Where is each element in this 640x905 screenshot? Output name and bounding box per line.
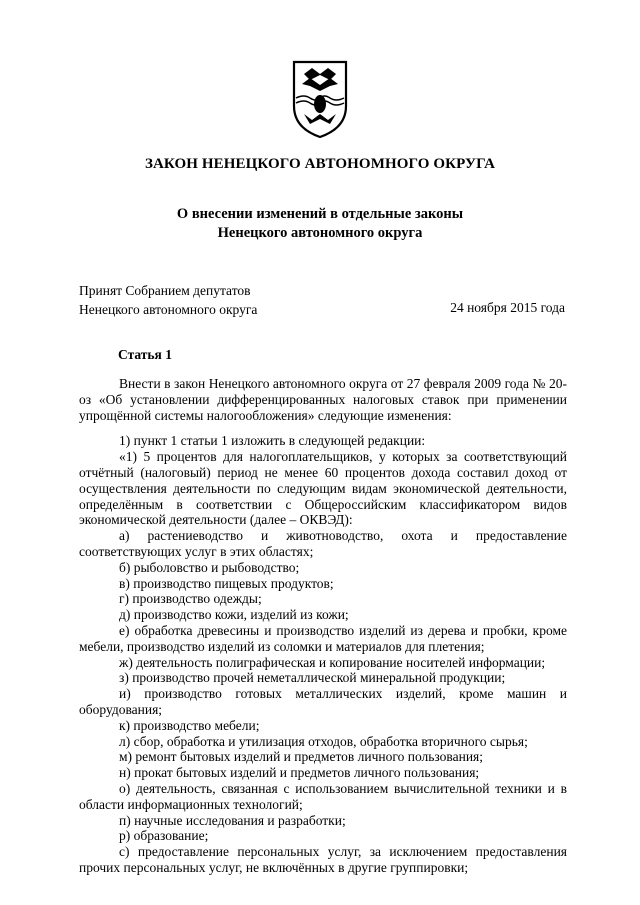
article-intro: Внести в закон Ненецкого автономного округа от 27 февраля 2009 года № 20-оз «Об установлении дифференцированных налоговых ставок при применении упрощённой системы налогообложения» следующие изменения: [79, 376, 567, 423]
article-heading: Статья 1 [118, 347, 172, 362]
law-subtitle [0, 205, 640, 243]
list-item: м) ремонт бытовых изделий и предметов личного пользования; [119, 749, 484, 765]
subtitle-line: Ненецкого автономного округа [217, 225, 423, 241]
list-item: в) производство пищевых продуктов; [119, 575, 334, 591]
point-1: 1) пункт 1 статьи 1 изложить в следующей редакции: [119, 433, 426, 449]
list-item: а) растениеводство и животноводство, охота и предоставление соответствующих услуг в этих областях; [79, 528, 567, 559]
list-item: з) производство прочей неметаллической минеральной продукции; [119, 670, 506, 686]
adoption-block [79, 281, 257, 319]
list-item: к) производство мебели; [119, 717, 260, 733]
list-item: и) производство готовых металлических изделий, кроме машин и оборудования; [79, 686, 567, 717]
list-item: р) образование; [119, 828, 209, 844]
list-item: л) сбор, обработка и утилизация отходов, обработка вторичного сырья; [119, 733, 528, 749]
list-item: о) деятельность, связанная с использованием вычислительной техники и в области информационных технологий; [79, 780, 567, 812]
list-item: б) рыболовство и рыбоводство; [119, 559, 300, 575]
subtitle-line: О внесении изменений в отдельные законы [176, 206, 464, 222]
list-item: п) научные исследования и разработки; [119, 812, 346, 828]
point-1-text: «1) 5 процентов для налогоплательщиков, у которых за соответствующий отчётный (налоговый) период не менее 60 процентов дохода составил доход от осуществления деятельности по следующим видам экономической деятельности, определённым в соответствии с Общероссийским классификатором видов экономической деятельности (далее – ОКВЭД): [79, 449, 567, 528]
list-item: е) обработка древесины и производство изделий из дерева и пробки, кроме мебели, производство изделий из соломки и материалов для плетения; [79, 622, 567, 654]
list-item: ж) деятельность полиграфическая и копирование носителей информации; [119, 654, 546, 670]
list-item: н) прокат бытовых изделий и предметов личного пользования; [119, 765, 480, 781]
adoption-line: Ненецкого автономного округа [79, 302, 258, 317]
list-item: с) предоставление персональных услуг, за исключением предоставления прочих персональных услуг, не включённых в другие группировки; [79, 844, 567, 875]
article-body [79, 376, 567, 876]
list-item: г) производство одежды; [119, 591, 262, 607]
coat-of-arms-icon [290, 58, 350, 140]
law-title: ЗАКОН НЕНЕЦКОГО АВТОНОМНОГО ОКРУГА [144, 156, 496, 172]
list-item: д) производство кожи, изделий из кожи; [119, 607, 349, 623]
adoption-line: Принят Собранием депутатов [79, 283, 251, 298]
adoption-date: 24 ноября 2015 года [450, 300, 565, 315]
